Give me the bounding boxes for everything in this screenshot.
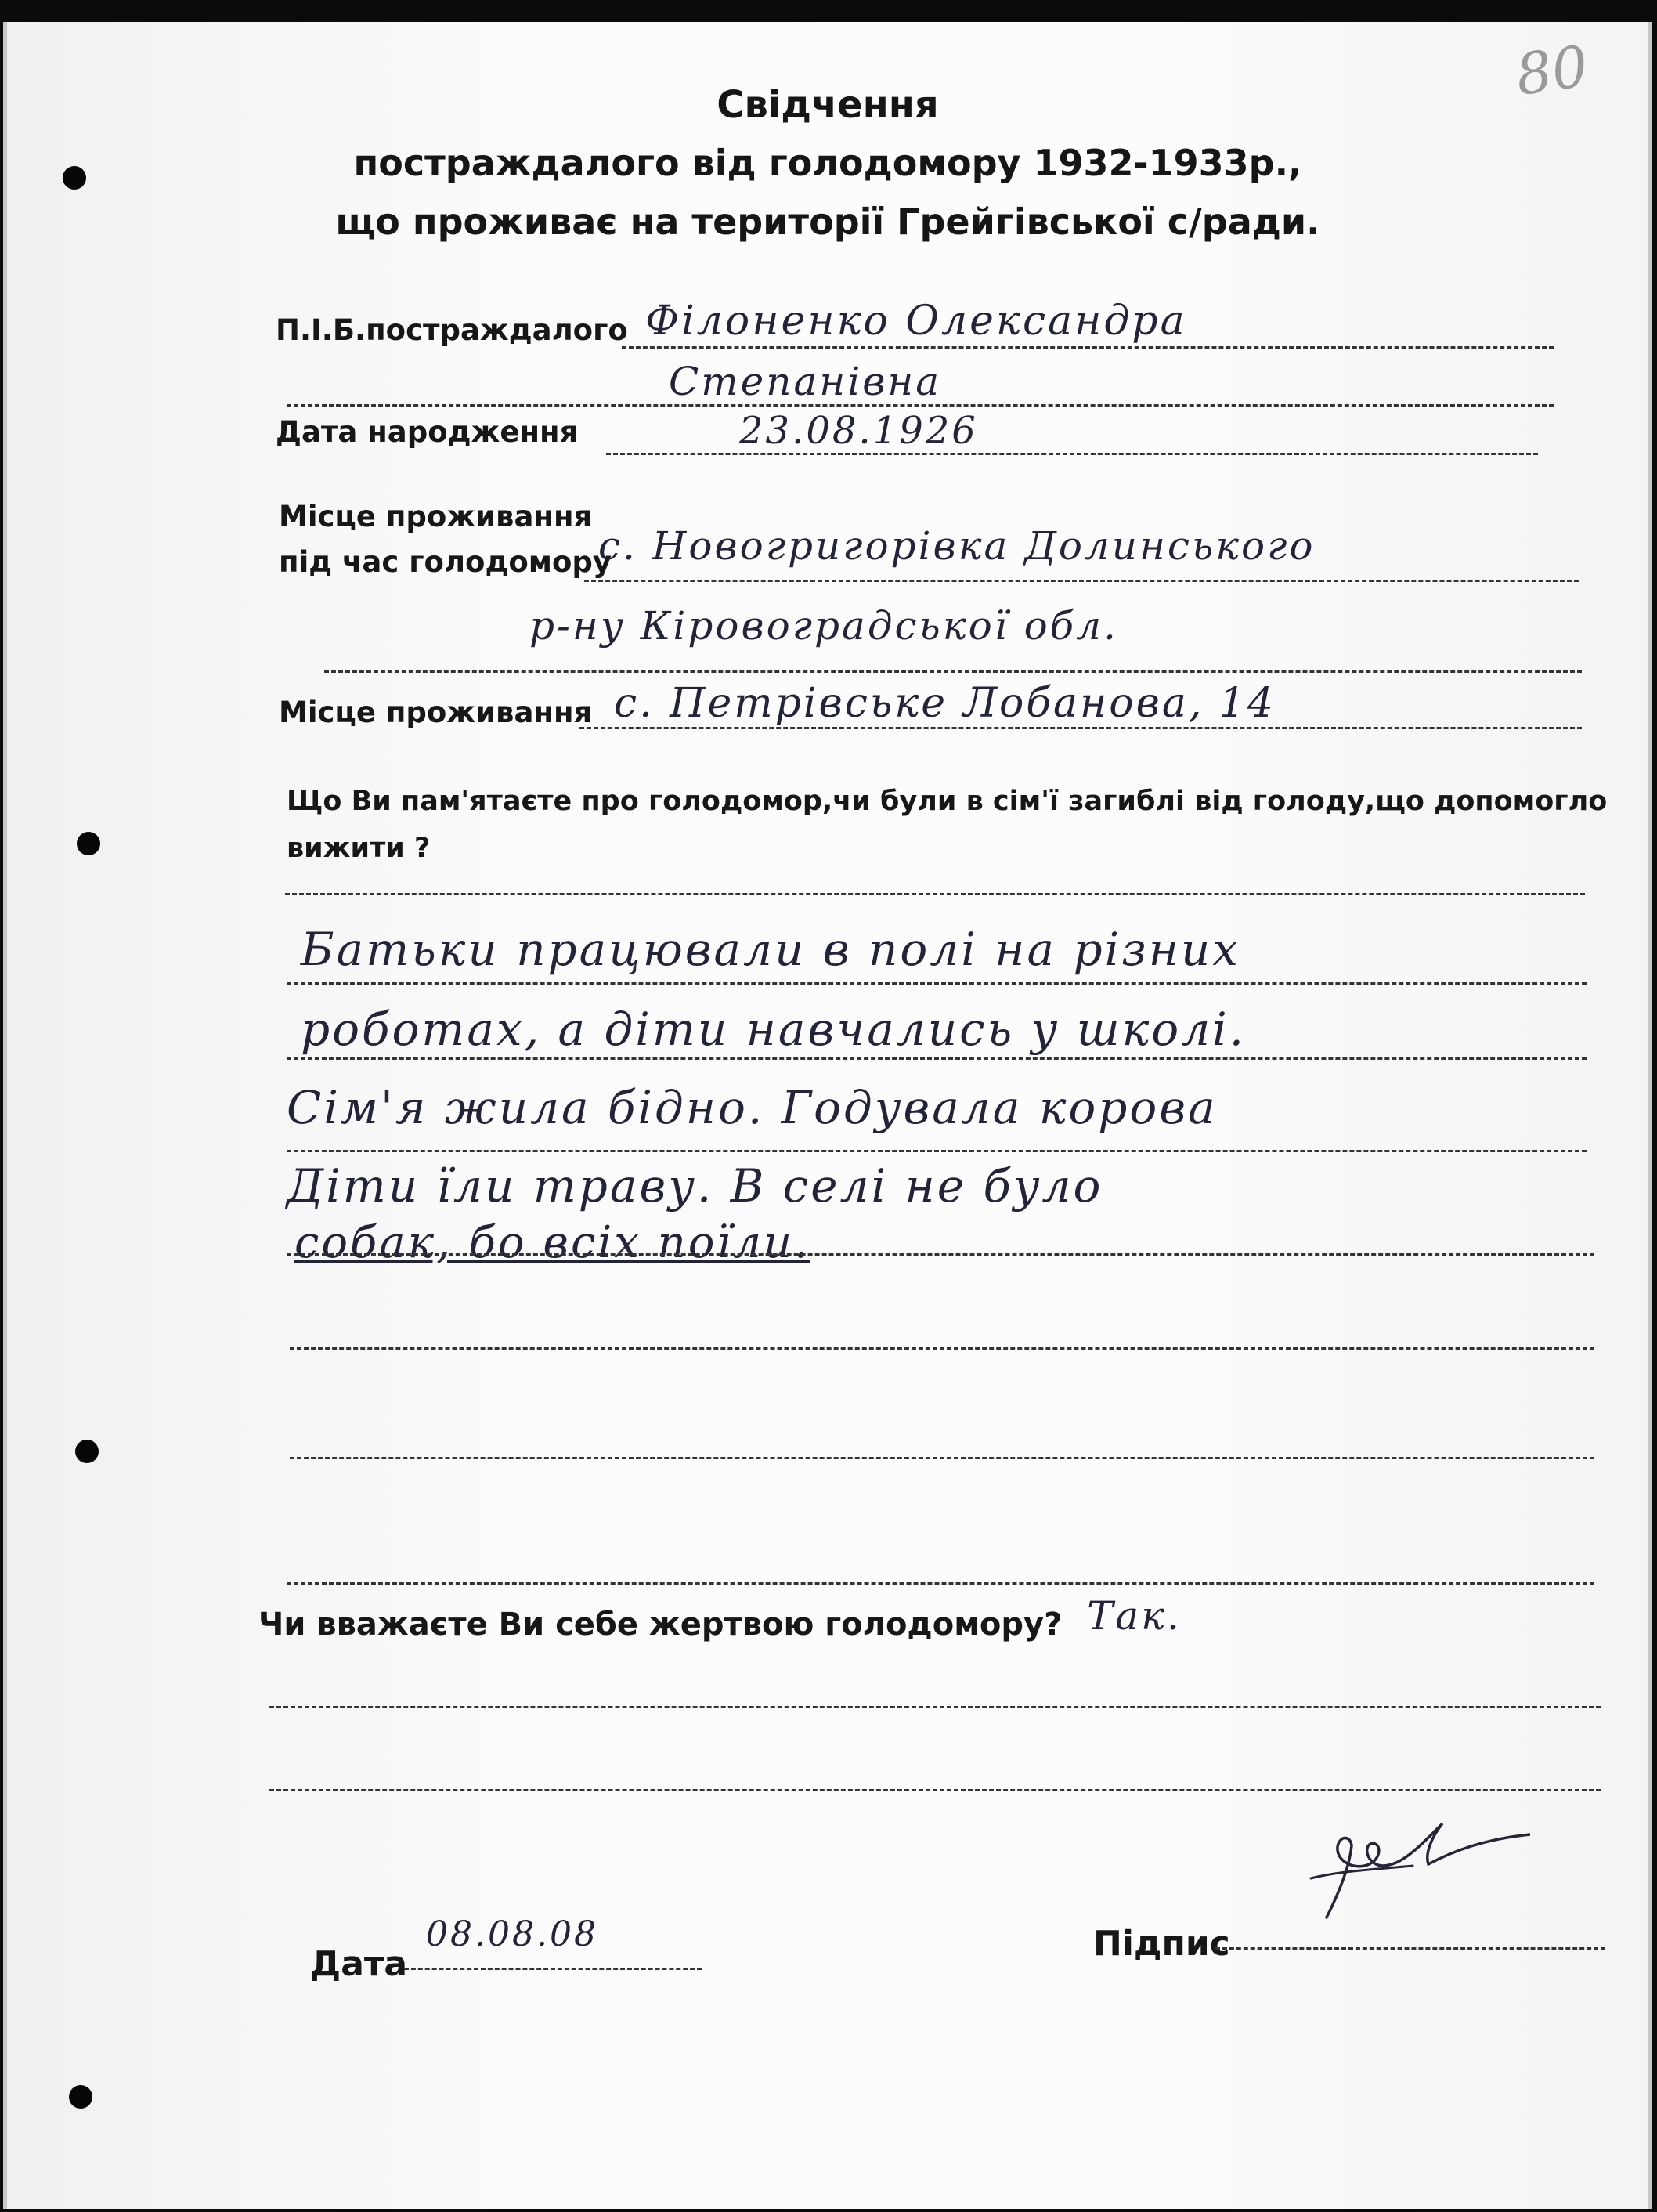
answer-1-text-line: Діти їли траву. В селі не було (287, 1159, 1103, 1213)
famine-residence-label-1: Місце проживання (279, 500, 593, 533)
question-2-answer: Так. (1087, 1593, 1182, 1639)
document-subtitle-line-2: що проживає на території Грейгівської с/ради. (335, 201, 1320, 243)
date-label: Дата (310, 1944, 408, 1984)
birth-date-value: 23.08.1926 (739, 409, 978, 453)
question-1-line-1: Що Ви пам'ятаєте про голодомор,чи були в сім'ї загиблі від голоду,що допомогло (287, 786, 1608, 817)
residence-value: с. Петрівське Лобанова, 14 (614, 680, 1276, 727)
answer-line (290, 1347, 1594, 1350)
famine-residence-value-2: р-ну Кіровоградської обл. (529, 603, 1118, 649)
document-subtitle-line-1: постраждалого від голодомору 1932-1933р., (353, 142, 1302, 184)
name-label: П.І.Б.постраждалого (276, 313, 628, 347)
signature-label: Підпис (1093, 1924, 1230, 1964)
document-page (3, 22, 1652, 2209)
answer-line (287, 1057, 1587, 1060)
residence-label: Місце проживання (279, 696, 593, 729)
answer-1-text-line: роботах, а діти навчались у школі. (301, 1003, 1247, 1056)
name-value-2: Степанівна (669, 359, 942, 404)
answer-line (287, 982, 1587, 985)
answer-1-text-line: собак, бо всіх поїли. (294, 1217, 810, 1268)
page-right-edge (1648, 22, 1652, 2209)
famine-residence-line-2 (324, 670, 1582, 673)
punch-hole (77, 832, 100, 855)
answer-1-text-line: Батьки працювали в полі на різних (301, 923, 1241, 976)
answer-line (287, 1150, 1587, 1152)
date-line (404, 1968, 702, 1970)
famine-residence-label-2: під час голодомору (279, 545, 612, 579)
handwritten-signature (1295, 1800, 1530, 1925)
answer-line (290, 1457, 1594, 1459)
answer-line (287, 1582, 1594, 1585)
birth-date-label: Дата народження (276, 415, 579, 449)
question-2-label: Чи вважаєте Ви себе жертвою голодомору? (258, 1607, 1063, 1643)
answer-line (287, 1253, 1594, 1256)
name-line-1 (622, 346, 1554, 349)
punch-hole (69, 2085, 92, 2109)
name-value-1: Філоненко Олександра (645, 298, 1187, 345)
famine-residence-line-1 (584, 580, 1579, 582)
punch-hole (75, 1440, 99, 1463)
question-1-line-2: вижити ? (287, 833, 431, 864)
page-left-edge (3, 22, 7, 2209)
famine-residence-value-1: с. Новогригорівка Долинського (598, 523, 1316, 569)
signature-line (1215, 1947, 1605, 1950)
residence-line (579, 727, 1582, 729)
name-line-2 (287, 404, 1554, 407)
answer-line (269, 1706, 1601, 1708)
birth-date-line (606, 453, 1538, 455)
document-title: Свідчення (717, 83, 939, 127)
archive-page-number: 80 (1511, 33, 1593, 108)
answer-1-text-line: Сім'я жила бідно. Годувала корова (287, 1081, 1218, 1134)
answer-line (269, 1789, 1601, 1791)
date-value: 08.08.08 (426, 1914, 598, 1954)
answer-line (285, 893, 1585, 895)
